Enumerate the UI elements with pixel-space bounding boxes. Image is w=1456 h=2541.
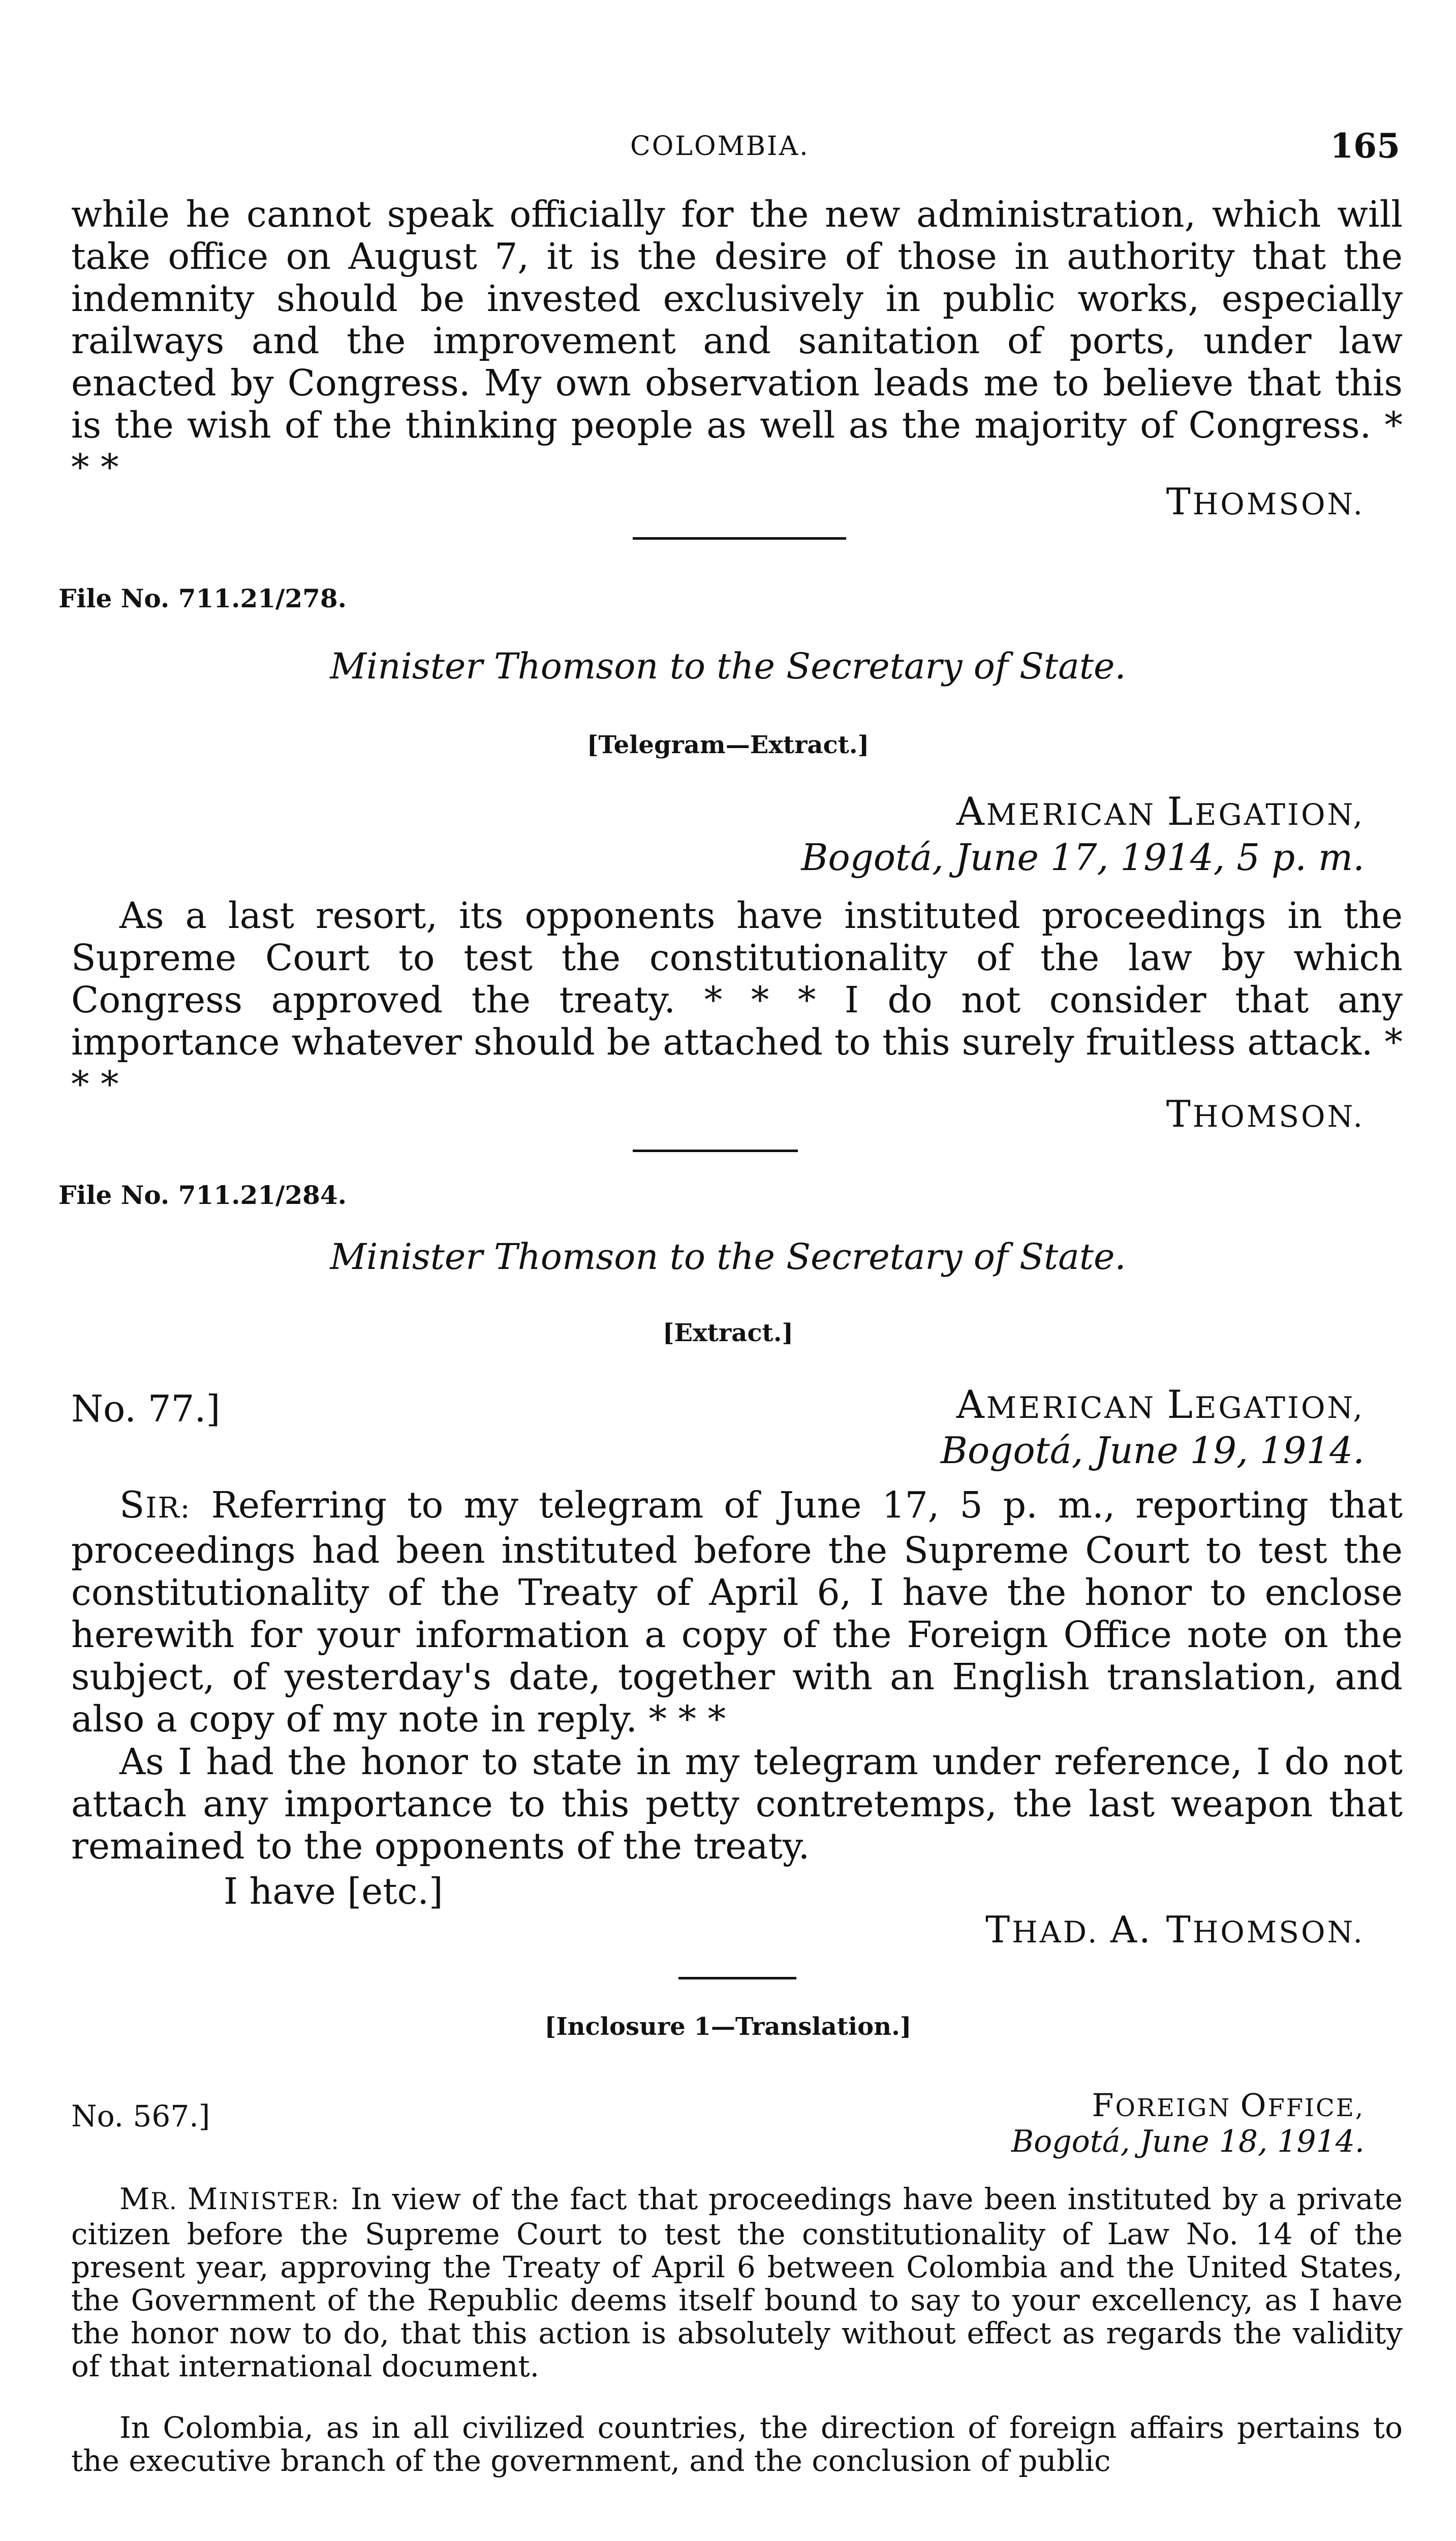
telegram-signature: THOMSON.: [1166, 1093, 1365, 1135]
signature-initial: T: [1166, 480, 1193, 523]
continuation-signature: [1166, 480, 1365, 523]
salutation: MR. MINISTER:: [119, 2182, 340, 2216]
dateline-sender: FOREIGN OFFICE,: [1092, 2087, 1365, 2124]
dispatch-number: No. 77.]: [71, 1387, 221, 1430]
document-subheading: [Extract.]: [662, 1319, 794, 1347]
dateline: [941, 1383, 1365, 1472]
signature-rest: HOMSON.: [1192, 487, 1365, 521]
file-number: File No. 711.21/278.: [58, 583, 347, 613]
section-divider: [678, 1977, 796, 1979]
document-heading: Minister Thomson to the Secretary of State.: [330, 645, 1126, 687]
document-subheading: [Telegram—Extract.]: [586, 731, 870, 759]
salutation: SIR:: [119, 1483, 191, 1526]
dateline-sender: AMERICAN LEGATION,: [956, 789, 1365, 834]
document-heading: Minister Thomson to the Secretary of State.: [330, 1236, 1126, 1278]
telegram-body: As a last resort, its opponents have instituted proceedings in the Supreme Court to test the constitutionality of the law by which Congress approved the treaty. * * * I do not consider that any importance whatever should be attached to this surely fruitless attack. * * *: [71, 894, 1403, 1105]
continuation-paragraph: while he cannot speak officially for the new administration, which will take office on August 7, it is the desire of those in authority that the indemnity should be invested exclusively in public works, especially railways and the improvement and sanitation of ports, under law enacted by Congress. My own observation leads me to believe that this is the wish of the thinking people as well as the majority of Congress. * * *: [71, 193, 1403, 488]
inclosure-heading: [Inclosure 1—Translation.]: [544, 2012, 912, 2041]
page-number: 165: [1330, 126, 1400, 166]
closing: I have [etc.]: [224, 1870, 443, 1912]
dateline-sender: AMERICAN LEGATION,: [956, 1382, 1365, 1427]
note-paragraph: MR. MINISTER: In view of the fact that proceedings have been instituted by a private citizen before the Supreme Court to test the constitutionality of Law No. 14 of the present year, approving the Treaty of April 6 between Colombia and the United States, the Government of the Republic deems itself bound to say to your excellency, as I have the honor now to do, that this action is absolutely without effect as regards the validity of that international document.: [71, 2182, 1403, 2383]
dateline: [1011, 2089, 1365, 2158]
note-number: No. 567.]: [71, 2099, 210, 2133]
dispatch-paragraph: SIR: Referring to my telegram of June 17, 5 p. m., reporting that proceedings had been instituted before the Supreme Court to test the constitutionality of the Treaty of April 6, I have the honor to enclose herewith for your information a copy of the Foreign Office note on the subject, of yesterday's date, together with an English translation, and also a copy of my note in reply. * * *: [71, 1483, 1403, 1740]
dateline-date: Bogotá, June 19, 1914.: [941, 1429, 1365, 1472]
dateline-date: Bogotá, June 18, 1914.: [1011, 2124, 1365, 2159]
note-paragraph: In Colombia, as in all civilized countries, the direction of foreign affairs pertains to the executive branch of the government, and the conclusion of public: [71, 2410, 1403, 2478]
dateline-date: Bogotá, June 17, 1914, 5 p. m.: [801, 836, 1365, 879]
dateline: [801, 790, 1365, 879]
running-title: COLOMBIA.: [630, 131, 810, 162]
section-divider: [633, 1150, 798, 1152]
dispatch-paragraph: As I had the honor to state in my telegram under reference, I do not attach any importance to this petty contretemps, the last weapon that remained to the opponents of the treaty.: [71, 1741, 1403, 1867]
file-number: File No. 711.21/284.: [58, 1180, 347, 1210]
dispatch-signature: THAD. A. THOMSON.: [985, 1908, 1365, 1951]
running-head: [0, 126, 1456, 166]
section-divider: [633, 537, 846, 540]
